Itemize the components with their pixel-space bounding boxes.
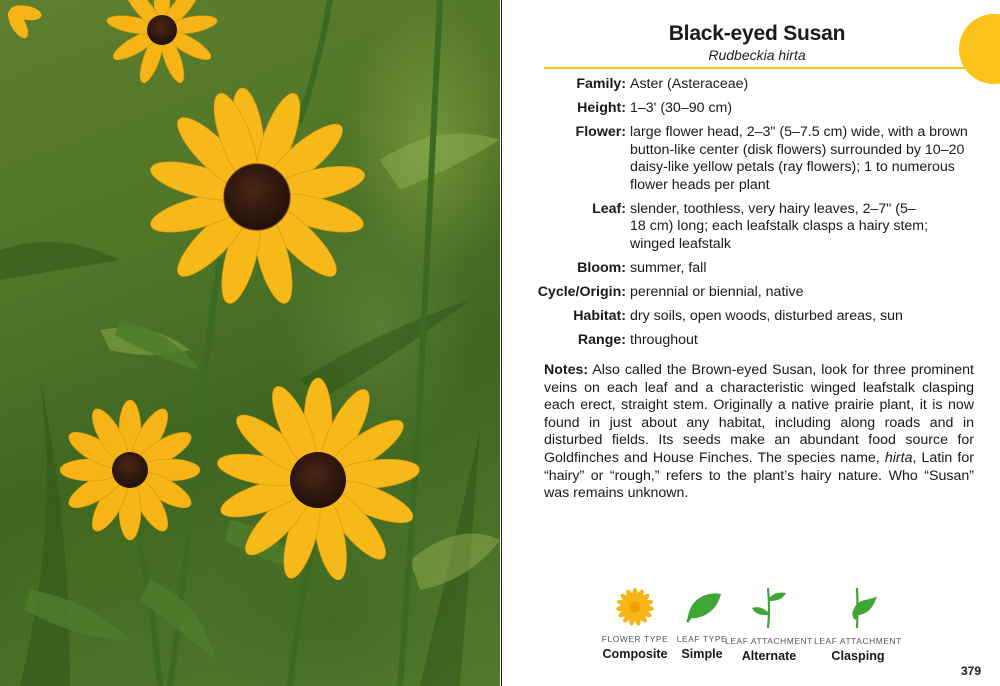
icon-caption: FLOWER TYPE xyxy=(601,634,669,644)
fact-value: dry soils, open woods, disturbed areas, sun xyxy=(630,307,903,324)
icon-value: Simple xyxy=(681,647,723,661)
fact-value: large flower head, 2–3" (5–7.5 cm) wide, with a brown button-like center (disk flowers) surrounded by 10–20 daisy-like yellow petals (ray flowers); 1 to numerous flower heads per plant xyxy=(630,123,968,193)
common-name: Black-eyed Susan xyxy=(668,22,846,45)
fact-value: perennial or biennial, native xyxy=(630,283,804,300)
icon-caption: LEAF TYPE xyxy=(676,634,728,644)
leaf-attachment-alternate-item xyxy=(724,588,814,663)
fact-label: Range: xyxy=(577,331,626,348)
notes-text: Also called the Brown-eyed Susan, look for three prominent veins on each leaf and a characteristic winged leafstalk clasping each erect, straight stem. Originally a native prairie plant, it is now found in just about any habitat, including along roads and in disturbed fields. Its seeds make an abundant food source for Goldfinches and House Finches. The species name, xyxy=(544,362,974,466)
fact-value: summer, fall xyxy=(630,259,707,276)
notes-paragraph xyxy=(544,362,974,503)
identification-icons xyxy=(502,588,1000,668)
icon-caption: LEAF ATTACHMENT xyxy=(725,636,813,646)
fact-habitat xyxy=(502,308,1000,326)
page-number: 379 xyxy=(960,664,981,678)
icon-caption: LEAF ATTACHMENT xyxy=(814,636,902,646)
icon-value: Composite xyxy=(602,647,668,661)
fact-value: slender, toothless, very hairy leaves, 2–7" (5–18 cm) long; each leafstalk clasps a hairy stem; winged leafstalk xyxy=(630,200,929,252)
leaf-attachment-clasping-item xyxy=(813,588,903,663)
notes-label: Notes: xyxy=(544,362,589,378)
fact-label: Leaf: xyxy=(592,200,626,217)
clasping-leaf-icon xyxy=(835,588,881,628)
fact-label: Height: xyxy=(577,99,626,116)
scientific-name: Rudbeckia hirta xyxy=(708,47,806,63)
composite-flower-icon xyxy=(612,588,658,626)
fact-flower xyxy=(502,124,1000,194)
icon-value: Alternate xyxy=(741,649,797,663)
fact-family xyxy=(502,76,1000,94)
fact-label: Bloom: xyxy=(577,259,626,276)
fact-label: Habitat: xyxy=(573,307,626,324)
fact-list xyxy=(502,76,1000,356)
fact-label: Family: xyxy=(576,76,626,92)
fact-range xyxy=(502,332,1000,350)
simple-leaf-icon xyxy=(679,588,725,626)
alternate-leaves-icon xyxy=(746,588,792,628)
fact-value: 1–3' (30–90 cm) xyxy=(630,99,733,116)
fact-value: throughout xyxy=(630,331,698,348)
icon-value: Clasping xyxy=(831,649,885,663)
notes-text-end: , Latin for “hairy” or “rough,” refers to the plant’s hairy nature. Who “Susan” was remains unknown. xyxy=(544,449,974,502)
species-page xyxy=(501,0,1000,686)
fact-value: Aster (Asteraceae) xyxy=(630,76,749,92)
fact-label: Cycle/Origin: xyxy=(537,283,626,300)
fact-bloom xyxy=(502,260,1000,278)
fact-leaf xyxy=(502,201,1000,254)
title-divider xyxy=(544,67,984,69)
fact-cycle-origin xyxy=(502,284,1000,302)
fact-label: Flower: xyxy=(575,123,626,140)
fact-height xyxy=(502,100,1000,118)
notes-species-name: hirta xyxy=(884,449,913,466)
